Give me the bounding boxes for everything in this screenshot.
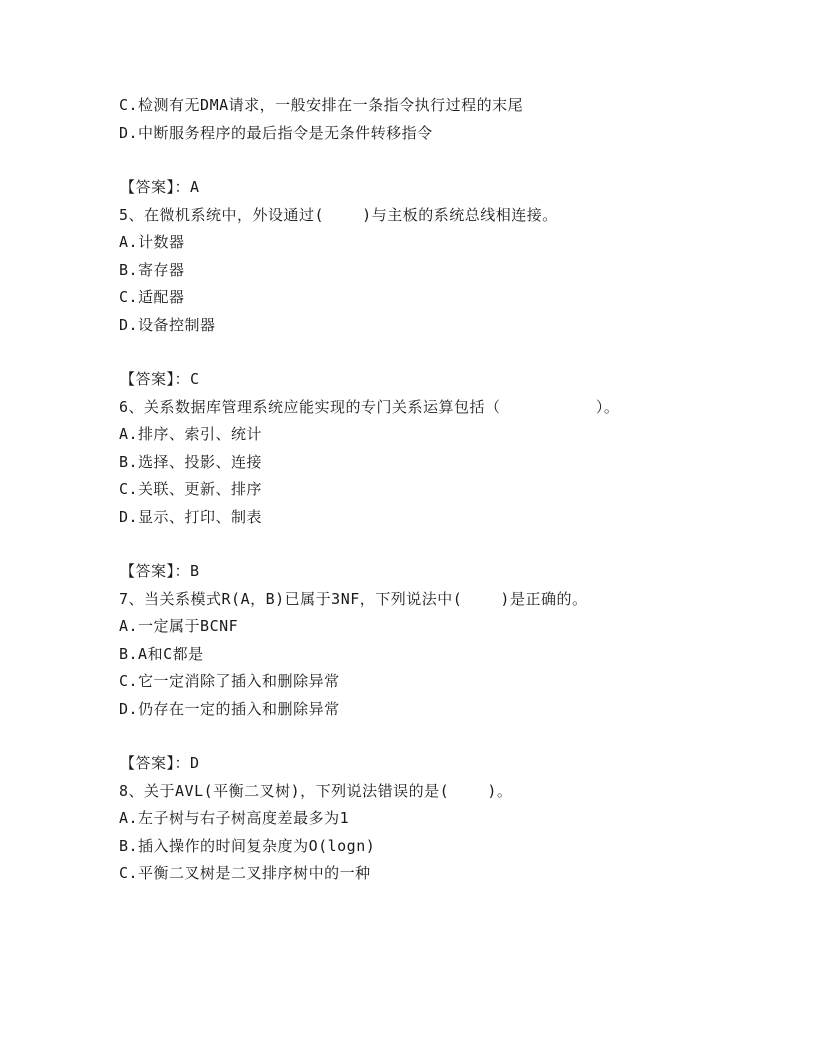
question-stem: 5、在微机系统中，外设通过( )与主板的系统总线相连接。 (119, 205, 558, 224)
answer-option: D.仍存在一定的插入和删除异常 (119, 699, 340, 718)
answer-option: B.选择、投影、连接 (119, 452, 263, 471)
document-page (119, 92, 759, 888)
answer-option: D.显示、打印、制表 (119, 507, 263, 526)
answer-key: 【答案】：B (120, 562, 200, 580)
answer-key: 【答案】：A (120, 178, 200, 196)
answer-option: B.寄存器 (119, 260, 185, 279)
answer-option: C.检测有无DMA请求，一般安排在一条指令执行过程的末尾 (119, 96, 524, 114)
blank-spacer (119, 531, 759, 558)
answer-key: 【答案】：C (120, 370, 200, 388)
question-stem: 6、关系数据库管理系统应能实现的专门关系运算包括（ ）。 (119, 397, 620, 416)
answer-option: C.平衡二叉树是二叉排序树中的一种 (119, 864, 371, 882)
answer-option: A.计数器 (119, 233, 185, 251)
answer-option: D.设备控制器 (119, 315, 216, 334)
answer-key: 【答案】：D (120, 754, 200, 772)
question-stem: 7、当关系模式R(A，B)已属于3NF，下列说法中( )是正确的。 (119, 589, 588, 608)
answer-option: B.A和C都是 (119, 644, 204, 663)
answer-option: C.适配器 (119, 288, 185, 306)
answer-option: B.插入操作的时间复杂度为O(logn) (119, 836, 376, 855)
answer-option: A.一定属于BCNF (119, 617, 239, 635)
blank-spacer (119, 147, 759, 174)
answer-option: A.左子树与右子树高度差最多为1 (119, 809, 350, 827)
answer-option: C.它一定消除了插入和删除异常 (119, 672, 340, 690)
blank-spacer (119, 723, 759, 750)
question-stem: 8、关于AVL(平衡二叉树)，下列说法错误的是( )。 (119, 781, 513, 800)
answer-option: D.中断服务程序的最后指令是无条件转移指令 (119, 123, 433, 142)
answer-option: A.排序、索引、统计 (119, 425, 263, 443)
answer-option: C.关联、更新、排序 (119, 480, 263, 498)
blank-spacer (119, 339, 759, 366)
